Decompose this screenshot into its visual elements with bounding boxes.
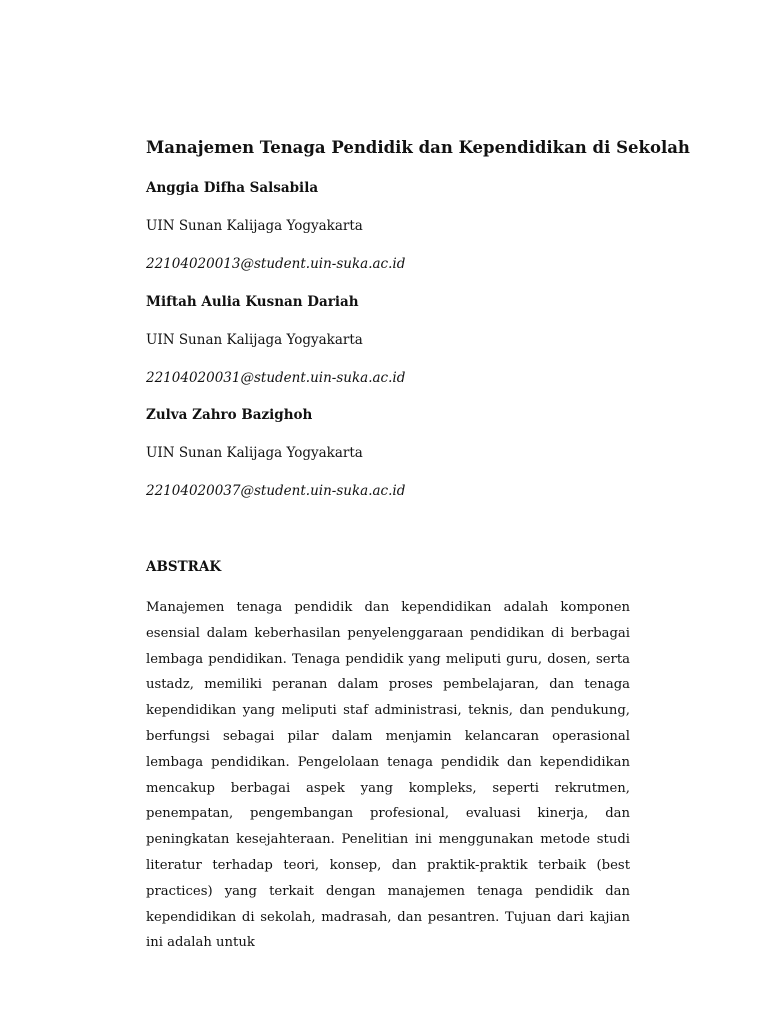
- paper-title: Manajemen Tenaga Pendidik dan Kependidikan di Sekolah: [146, 138, 690, 157]
- author-email: 22104020031@student.uin-suka.ac.id: [146, 370, 406, 386]
- author-email: 22104020037@student.uin-suka.ac.id: [146, 483, 406, 499]
- author-block-2: [146, 292, 630, 388]
- abstract-body: Manajemen tenaga pendidik dan kependidikan adalah komponen esensial dalam keberhasilan penyelenggaraan pendidikan di berbagai lembaga pendidikan. Tenaga pendidik yang meliputi guru, dosen, serta ustadz, memiliki peranan dalam proses pembelajaran, dan tenaga kependidikan yang meliputi staf administrasi, teknis, dan pendukung, berfungsi sebagai pilar dalam menjamin kelancaran operasional lembaga pendidikan. Pengelolaan tenaga pendidik dan kependidikan mencakup berbagai aspek yang kompleks, seperti rekrutmen, penempatan, pengembangan profesional, evaluasi kinerja, dan peningkatan kesejahteraan. Penelitian ini menggunakan metode studi literatur terhadap teori, konsep, dan praktik-praktik terbaik (best practices) yang terkait dengan manajemen tenaga pendidik dan kependidikan di sekolah, madrasah, dan pesantren. Tujuan dari kajian ini adalah untuk: [146, 600, 630, 951]
- author-affiliation: UIN Sunan Kalijaga Yogyakarta: [146, 218, 363, 234]
- author-block-3: [146, 405, 630, 501]
- abstract-heading: ABSTRAK: [146, 559, 222, 575]
- author-block-1: [146, 178, 630, 274]
- author-affiliation: UIN Sunan Kalijaga Yogyakarta: [146, 332, 363, 348]
- author-affiliation: UIN Sunan Kalijaga Yogyakarta: [146, 445, 363, 461]
- author-email: 22104020013@student.uin-suka.ac.id: [146, 256, 406, 272]
- author-name: Miftah Aulia Kusnan Dariah: [146, 294, 359, 310]
- author-name: Zulva Zahro Bazighoh: [146, 407, 313, 423]
- author-name: Anggia Difha Salsabila: [146, 180, 319, 196]
